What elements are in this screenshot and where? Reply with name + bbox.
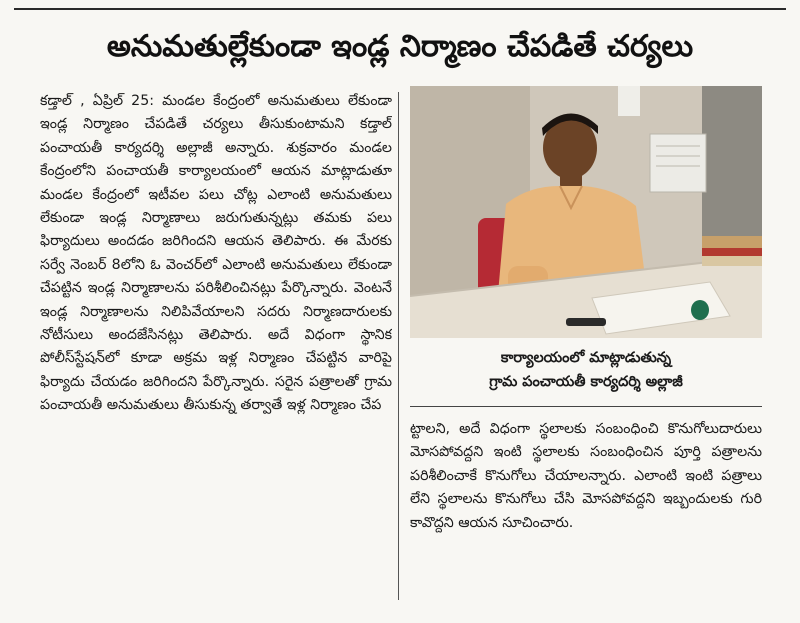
photo-illustration [410, 86, 762, 338]
caption-line-2: గ్రామ పంచాయతీ కార్యదర్శి అల్లాజీ [489, 374, 683, 390]
article-photo [410, 86, 762, 338]
article-left-column [40, 90, 392, 602]
photo-caption [410, 338, 762, 404]
article-right-text: ట్టాలని, అదే విధంగా స్థలాలకు సంబంధించి కొనుగోలుదారులు మోసపోవద్దని ఇంటి స్థలాలకు సంబంధించిన పూర్తి పత్రాలను పరిశీలించాకే కొనుగోలు చేయాలన్నారు. ఎలాంటి ఇంటి పత్రాలు లేని స్థలాలను కొనుగోలు చేసి మోసపోవద్దని ఇబ్బందులకు గురి కావొద్దని ఆయన సూచించారు. [410, 421, 762, 531]
column-divider [398, 92, 399, 600]
article-left-text: కడ్తాల్ , ఏప్రిల్ 25: మండల కేంద్రంలో అనుమతులు లేకుండా ఇండ్ల నిర్మాణం చేపడితే చర్యలు తీసుకుంటామని కడ్తాల్ పంచాయతీ కార్యదర్శి అల్లాజీ అన్నారు. శుక్రవారం మండల కేంద్రంలోని పంచాయతీ కార్యాలయంలో ఆయన మాట్లాడుతూ మండల కేంద్రంలో ఇటీవల పలు చోట్ల ఎలాంటి అనుమతులు లేకుండా ఇండ్ల నిర్మాణాలు జరుగుతున్నట్లు తమకు పలు ఫిర్యాదులు అందడం జరిగిందని ఆయన తెలిపారు. ఈ మేరకు సర్వే నెంబర్ 8లోని ఓ వెంచర్‌లో ఎలాంటి అనుమతులు లేకుండా చేపట్టిన ఇండ్ల నిర్మాణాలను పరిశీలించినట్లు పేర్కొన్నారు. వెంటనే ఇండ్ల నిర్మాణాలను నిలిపివేయాలని సదరు నిర్మాణదారులకు నోటీసులు అందజేసినట్లు తెలిపారు. అదే విధంగా స్థానిక పోలీస్‌స్టేషన్‌లో కూడా అక్రమ ఇళ్ల నిర్మాణం చేపట్టిన వారిపై ఫిర్యాదు చేయడం జరిగిందని పేర్కొన్నారు. సరైన పత్రాలతో గ్రామ పంచాయతీ అనుమతులు తీసుకున్న తర్వాతే ఇళ్ల నిర్మాణం చేప [40, 93, 392, 414]
article-right-column [410, 418, 762, 602]
headline: అనుమతుల్లేకుండా ఇండ్ల నిర్మాణం చేపడితే చర్యలు [106, 29, 694, 64]
caption-rule [410, 406, 762, 407]
caption-line-1: కార్యాలయంలో మాట్లాడుతున్న [500, 350, 672, 366]
top-rule [14, 8, 786, 10]
